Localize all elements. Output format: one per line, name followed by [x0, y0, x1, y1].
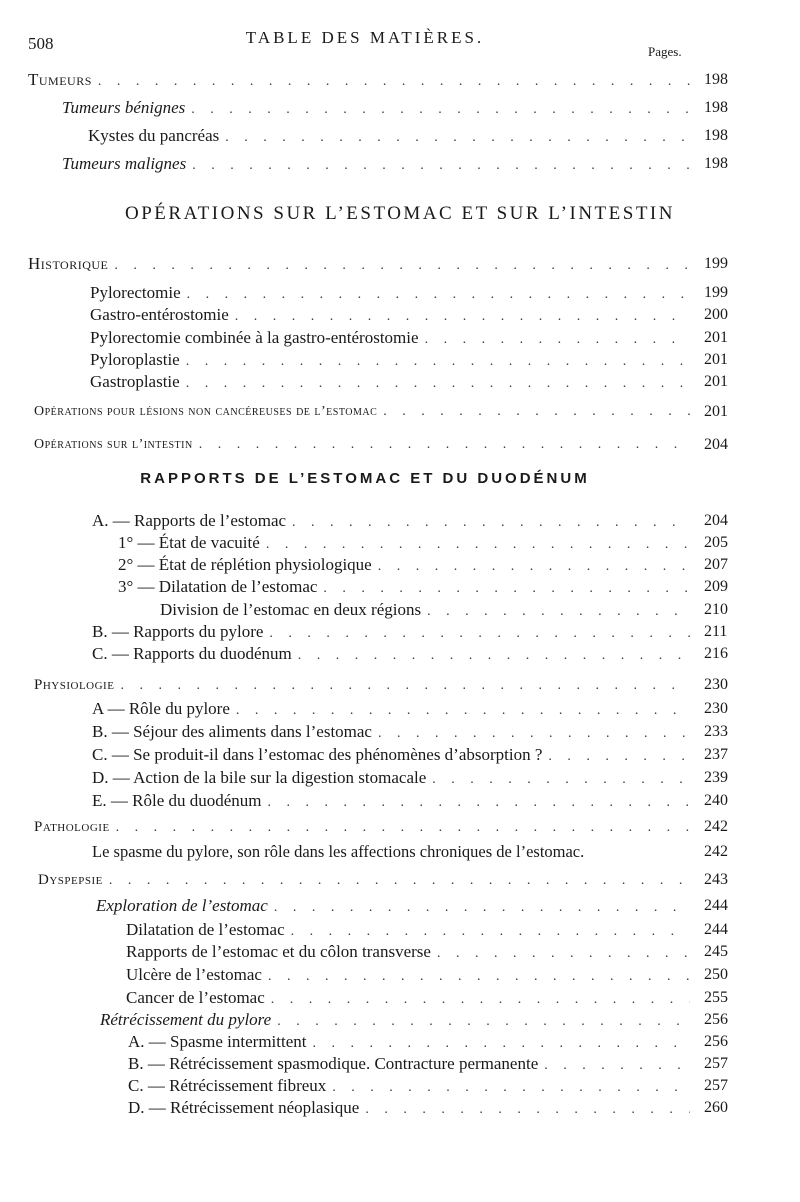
toc-entry-page: 201 — [704, 373, 728, 390]
toc-entry-page: 242 — [704, 843, 728, 860]
toc-entry — [92, 697, 728, 721]
toc-entry-page: 250 — [704, 966, 728, 983]
toc-entry-page: 244 — [704, 897, 728, 914]
toc-entry-label: C. — Rétrécissement fibreux — [128, 1076, 327, 1095]
toc-entry-label: 3° — Dilatation de l’estomac — [118, 577, 318, 596]
toc-entry-page: 230 — [704, 676, 728, 693]
toc-entry-label: Dyspepsie — [38, 872, 103, 888]
toc-entry-label: 1° — État de vacuité — [118, 533, 260, 552]
toc-entry-page: 244 — [704, 921, 728, 938]
toc-entry-label: Exploration de l’estomac — [96, 896, 268, 915]
toc-entry — [62, 96, 728, 120]
toc-entry — [28, 68, 728, 92]
toc-entry-page: 199 — [704, 255, 728, 272]
toc-entry — [34, 815, 728, 839]
toc-entry — [92, 789, 728, 813]
pages-column-label: Pages. — [648, 44, 682, 59]
toc-entry-page: 257 — [704, 1055, 728, 1072]
toc-entry — [126, 940, 728, 964]
toc-entry-label: D. — Action de la bile sur la digestion stomacale — [92, 768, 427, 787]
leader-dots — [191, 98, 690, 122]
leader-dots — [199, 433, 690, 457]
toc-entry-label: Rétrécissement du pylore — [100, 1010, 272, 1029]
toc-entry — [28, 252, 728, 276]
toc-entry-label: Gastroplastie — [90, 372, 180, 391]
toc-entry-label: Gastro-entérostomie — [90, 305, 229, 324]
leader-dots — [114, 254, 690, 278]
toc-entry — [90, 303, 728, 327]
toc-entry-label: Historique — [28, 254, 109, 273]
toc-entry-page: 201 — [704, 403, 728, 420]
toc-entry — [62, 152, 728, 176]
toc-entry — [118, 531, 728, 555]
toc-entry-label: C. — Se produit-il dans l’estomac des phénomènes d’absorption ? — [92, 745, 543, 764]
toc-entry-label: Dilatation de l’estomac — [126, 920, 285, 939]
toc-entry-label: Pathologie — [34, 819, 110, 835]
toc-entry — [128, 1074, 728, 1098]
leader-dots — [225, 126, 690, 150]
toc-entry-label: B. — Séjour des aliments dans l’estomac — [92, 722, 372, 741]
toc-entry — [90, 370, 728, 394]
toc-entry-label: Kystes du pancréas — [88, 126, 220, 145]
toc-entry-page: 198 — [704, 155, 728, 172]
toc-entry — [96, 894, 728, 918]
toc-entry-label: Tumeurs malignes — [62, 154, 187, 173]
toc-entry-page: 201 — [704, 329, 728, 346]
toc-entry-page: 211 — [704, 623, 728, 640]
toc-entry-page: 256 — [704, 1011, 728, 1028]
toc-entry-label: Tumeurs — [28, 70, 92, 89]
toc-entry-page: 198 — [704, 71, 728, 88]
toc-entry — [92, 766, 728, 790]
toc-entry — [34, 433, 728, 457]
leader-dots — [116, 816, 690, 840]
toc-entry-page: 242 — [704, 818, 728, 835]
toc-entry-page: 239 — [704, 769, 728, 786]
leader-dots — [274, 896, 690, 920]
toc-entry-label: D. — Rétrécissement néoplasique — [128, 1098, 360, 1117]
toc-entry-label: C. — Rapports du duodénum — [92, 644, 292, 663]
toc-entry — [160, 598, 728, 622]
toc-entry-page: 204 — [704, 436, 728, 453]
toc-entry-page: 198 — [704, 127, 728, 144]
toc-entry — [118, 575, 728, 599]
toc-entry — [118, 553, 728, 577]
toc-entry — [100, 1008, 728, 1032]
toc-entry-label: Pylorectomie — [90, 283, 181, 302]
toc-entry-label: Cancer de l’estomac — [126, 988, 265, 1007]
toc-entry-label: Rapports de l’estomac et du côlon transverse — [126, 942, 431, 961]
toc-entry-page: 207 — [704, 556, 728, 573]
toc-entry-page: 198 — [704, 99, 728, 116]
toc-entry-page: 209 — [704, 578, 728, 595]
leader-dots — [109, 869, 690, 893]
section-title-rapports: RAPPORTS DE L’ESTOMAC ET DU DUODÉNUM — [140, 470, 590, 487]
toc-entry — [90, 281, 728, 305]
toc-entry-label: 2° — État de réplétion physiologique — [118, 555, 372, 574]
toc-entry-page: 233 — [704, 723, 728, 740]
toc-entry — [128, 1052, 728, 1076]
toc-entry — [92, 840, 728, 864]
toc-entry — [34, 673, 728, 697]
toc-entry-label: Opérations pour lésions non cancéreuses de l’estomac — [34, 404, 378, 419]
toc-entry — [34, 400, 728, 424]
toc-entry-page: 260 — [704, 1099, 728, 1116]
toc-entry-page: 201 — [704, 351, 728, 368]
toc-entry — [126, 918, 728, 942]
toc-entry — [90, 326, 728, 350]
leader-dots — [365, 1098, 690, 1122]
toc-entry-label: A. — Rapports de l’estomac — [92, 511, 287, 530]
toc-entry — [38, 868, 728, 892]
toc-entry-page: 204 — [704, 512, 728, 529]
toc-entry-page: 257 — [704, 1077, 728, 1094]
toc-entry-page: 245 — [704, 943, 728, 960]
toc-entry — [128, 1030, 728, 1054]
toc-entry-label: A — Rôle du pylore — [92, 699, 230, 718]
toc-entry-page: 199 — [704, 284, 728, 301]
toc-entry-page: 255 — [704, 989, 728, 1006]
toc-entry-page: 256 — [704, 1033, 728, 1050]
toc-entry-page: 205 — [704, 534, 728, 551]
toc-entry-label: Le spasme du pylore, son rôle dans les affections chroniques de l’estomac. — [92, 842, 585, 861]
toc-entry-label: E. — Rôle du duodénum — [92, 791, 262, 810]
toc-entry — [126, 986, 728, 1010]
toc-entry — [92, 509, 728, 533]
page-header — [0, 28, 800, 58]
toc-entry — [92, 743, 728, 767]
toc-entry — [88, 124, 728, 148]
toc-entry — [92, 720, 728, 744]
toc-entry-label: Division de l’estomac en deux régions — [160, 600, 422, 619]
toc-entry-page: 240 — [704, 792, 728, 809]
leader-dots — [120, 674, 690, 698]
toc-entry-page: 200 — [704, 306, 728, 323]
toc-entry-page: 237 — [704, 746, 728, 763]
toc-entry — [92, 642, 728, 666]
toc-entry-label: Pylorectomie combinée à la gastro-entérostomie — [90, 328, 419, 347]
running-title: TABLE DES MATIÈRES. — [245, 28, 485, 47]
leader-dots — [268, 791, 690, 815]
toc-entry-page: 230 — [704, 700, 728, 717]
leader-dots — [298, 644, 690, 668]
toc-entry-label: A. — Spasme intermittent — [128, 1032, 307, 1051]
toc-entry-page: 216 — [704, 645, 728, 662]
toc-entry-label: Physiologie — [34, 677, 115, 693]
toc-entry-label: B. — Rétrécissement spasmodique. Contracture permanente — [128, 1054, 539, 1073]
leader-dots — [383, 400, 690, 424]
toc-entry — [92, 620, 728, 644]
section-title-operations: OPÉRATIONS SUR L’ESTOMAC ET SUR L’INTESTIN — [125, 203, 675, 224]
leader-dots — [186, 372, 690, 396]
page-number: 508 — [28, 34, 54, 53]
toc-entry-label: Tumeurs bénignes — [62, 98, 186, 117]
leader-dots — [98, 70, 690, 94]
toc-entry — [126, 963, 728, 987]
toc-entry-label: B. — Rapports du pylore — [92, 622, 264, 641]
leader-dots — [192, 154, 690, 178]
toc-entry-page: 243 — [704, 871, 728, 888]
toc-entry-page: 210 — [704, 601, 728, 618]
toc-entry-label: Opérations sur l’intestin — [34, 437, 193, 452]
toc-entry-label: Ulcère de l’estomac — [126, 965, 262, 984]
toc-entry — [128, 1096, 728, 1120]
toc-entry-label: Pyloroplastie — [90, 350, 180, 369]
toc-entry — [90, 348, 728, 372]
